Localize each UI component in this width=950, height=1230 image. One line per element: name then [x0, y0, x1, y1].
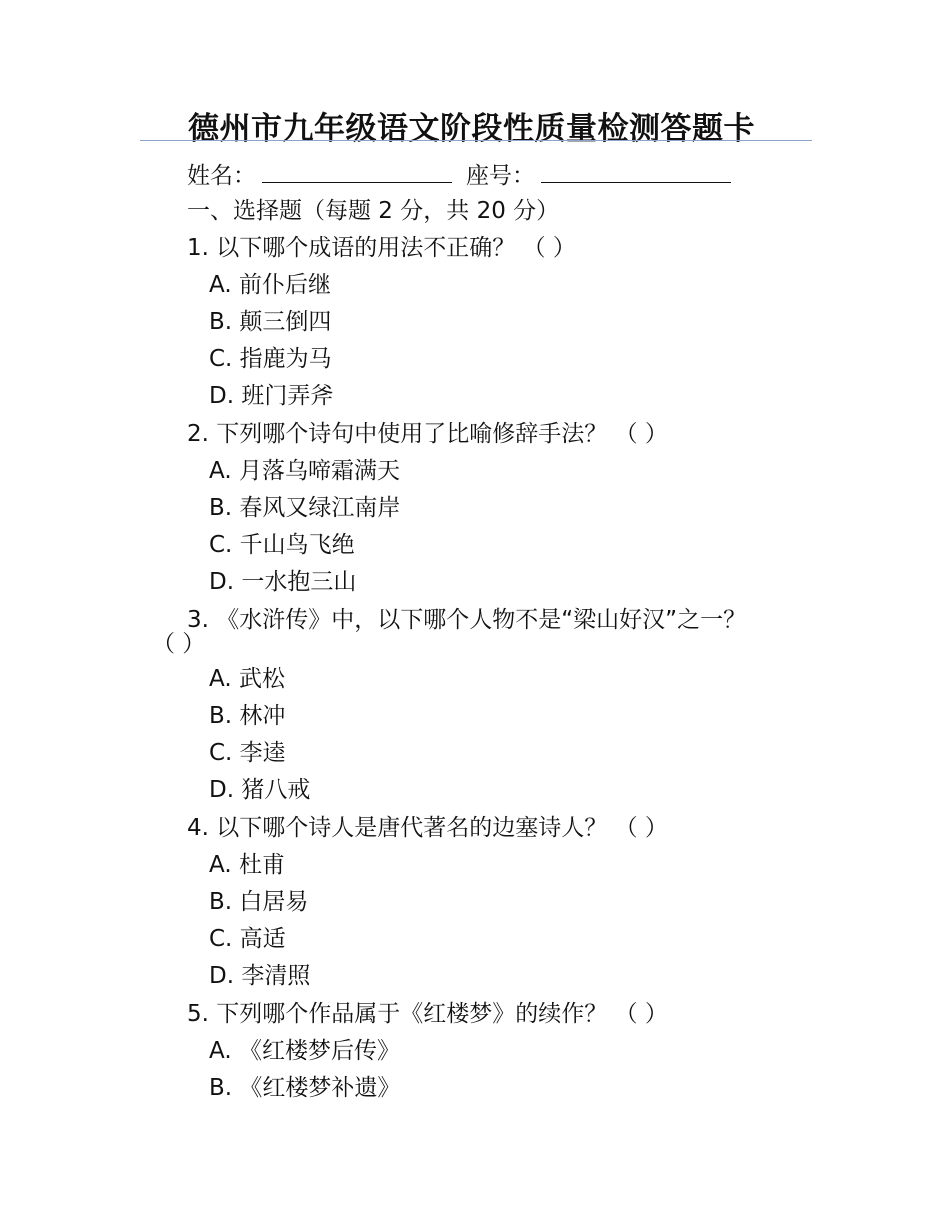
q5-option-b[interactable]: B. 《红楼梦补遗》	[209, 1075, 401, 1101]
q3-option-a[interactable]: A. 武松	[209, 666, 285, 692]
title-underline	[140, 140, 812, 141]
q4-option-d[interactable]: D. 李清照	[209, 963, 311, 989]
question-1: 1. 以下哪个成语的用法不正确？ （ ）	[187, 235, 576, 261]
q4-option-c[interactable]: C. 高适	[209, 926, 286, 952]
q4-option-b[interactable]: B. 白居易	[209, 889, 309, 915]
name-blank[interactable]	[262, 160, 452, 183]
q4-option-a[interactable]: A. 杜甫	[209, 852, 285, 878]
q1-option-a[interactable]: A. 前仆后继	[209, 272, 331, 298]
q1-option-b[interactable]: B. 颠三倒四	[209, 309, 332, 335]
question-4: 4. 以下哪个诗人是唐代著名的边塞诗人？ （ ）	[187, 815, 668, 841]
q2-option-b[interactable]: B. 春风又绿江南岸	[209, 495, 401, 521]
question-3: 3. 《水浒传》中，以下哪个人物不是“梁山好汉”之一？	[187, 607, 747, 633]
q5-option-a[interactable]: A. 《红楼梦后传》	[209, 1038, 400, 1064]
seat-blank[interactable]	[541, 160, 731, 183]
q2-option-a[interactable]: A. 月落乌啼霜满天	[209, 458, 400, 484]
page-title: 德州市九年级语文阶段性质量检测答题卡	[188, 111, 755, 147]
q1-option-c[interactable]: C. 指鹿为马	[209, 346, 332, 372]
student-info-line	[187, 160, 731, 190]
section-heading: 一、选择题（每题 2 分，共 20 分）	[187, 198, 560, 224]
q2-option-d[interactable]: D. 一水抱三山	[209, 569, 357, 595]
seat-label: 座号：	[466, 163, 535, 189]
q1-option-d[interactable]: D. 班门弄斧	[209, 383, 334, 409]
q3-option-b[interactable]: B. 林冲	[209, 703, 286, 729]
name-label: 姓名：	[187, 163, 256, 189]
question-5: 5. 下列哪个作品属于《红楼梦》的续作？ （ ）	[187, 1001, 668, 1027]
q3-option-c[interactable]: C. 李逵	[209, 740, 286, 766]
q3-option-d[interactable]: D. 猪八戒	[209, 777, 311, 803]
question-2: 2. 下列哪个诗句中使用了比喻修辞手法？ （ ）	[187, 421, 668, 447]
q2-option-c[interactable]: C. 千山鸟飞绝	[209, 532, 355, 558]
question-3-continuation: （ ）	[152, 631, 206, 657]
